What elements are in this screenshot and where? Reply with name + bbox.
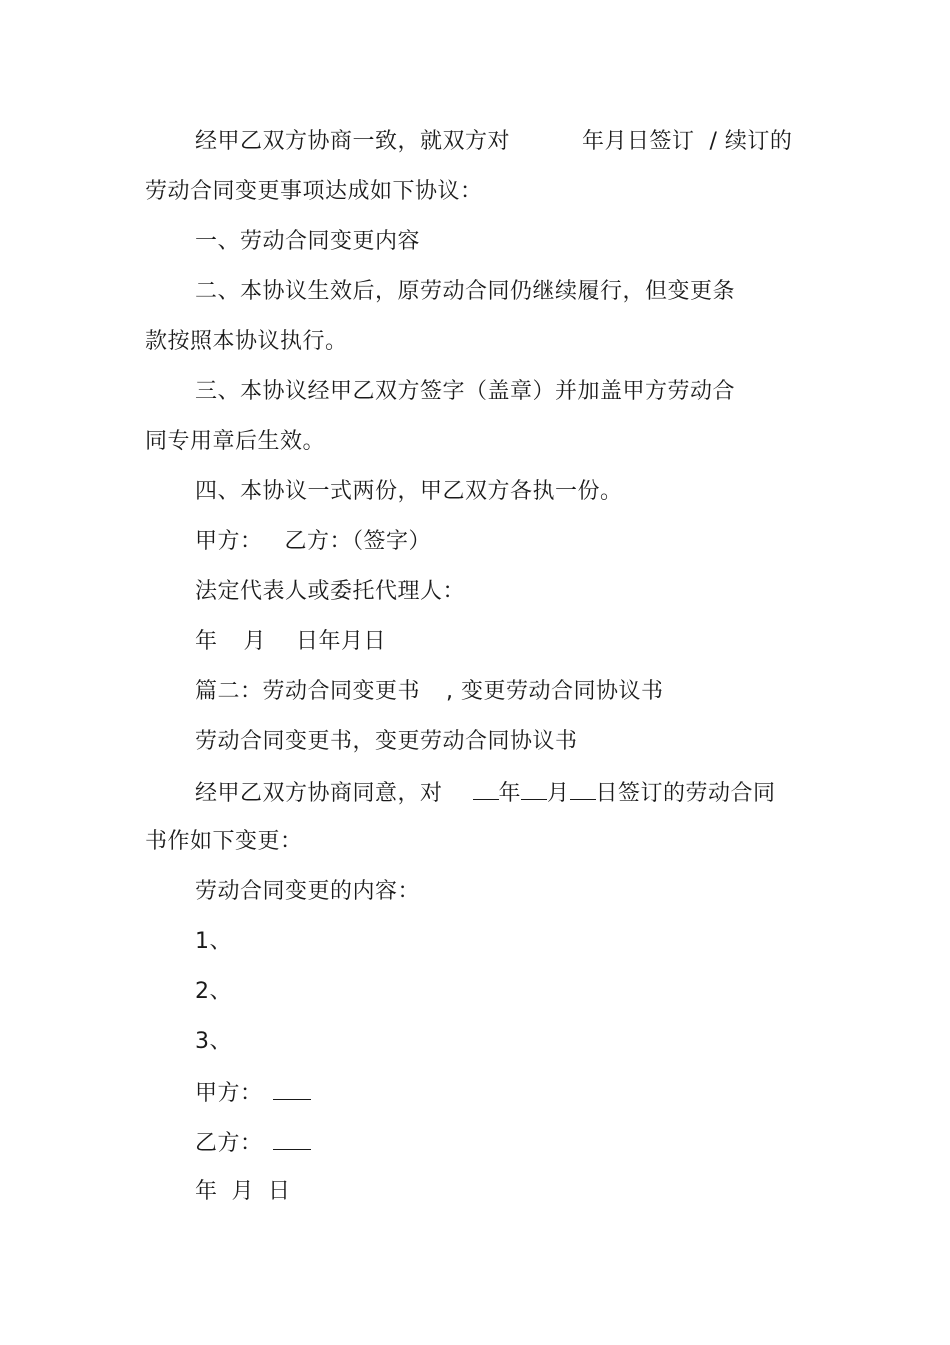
paragraph-2-text-a: 经甲乙双方协商同意，对 [195,781,443,806]
list-item-2: 2、 [195,979,232,1004]
date-line-2 [195,1177,291,1207]
party-a-sign-line [195,1077,311,1109]
date-line-1 [195,627,386,657]
list-item-3: 3、 [195,1029,232,1054]
list-item-1: 1、 [195,929,232,954]
party-a-label: 甲方： [195,529,263,554]
signature-line [195,527,431,557]
party-a-blank [273,1077,311,1100]
clause-1: 一、劳动合同变更内容 [195,229,421,254]
year-blank [473,777,499,800]
month-label: 月 [547,781,570,806]
clause-2-line-2: 款按照本协议执行。 [145,329,348,354]
section-2-heading-b: , 变更劳动合同协议书 [446,679,664,704]
section-2-heading-a: 篇二：劳动合同变更书 [195,679,421,704]
party-b-sign-line [195,1127,311,1159]
date2-month: 月 [231,1179,255,1204]
party-a-sign-label: 甲方： [195,1081,263,1106]
section-2-heading [195,677,664,707]
section-2-title: 劳动合同变更书，变更劳动合同协议书 [195,729,578,754]
paragraph-1-text-a: 经甲乙双方协商一致，就双方对 [195,129,511,154]
legal-representative-line: 法定代表人或委托代理人： [195,579,466,604]
date-month: 月 [243,629,267,654]
year-label: 年 [498,781,522,806]
paragraph-1-line-1 [195,127,792,157]
date-rest: 日年月日 [296,629,387,654]
date2-day: 日 [268,1179,291,1204]
party-b-blank [273,1127,311,1150]
clause-3-line-1: 三、本协议经甲乙双方签字（盖章）并加盖甲方劳动合 [195,379,736,404]
date-year: 年 [195,629,218,654]
date2-year: 年 [195,1179,218,1204]
party-b-label: 乙方：（签字） [284,529,432,554]
paragraph-1-text-b: 年月日签订 / 续订的 [582,129,793,154]
party-b-sign-label: 乙方： [195,1131,263,1156]
clause-2-line-1: 二、本协议生效后，原劳动合同仍继续履行，但变更条 [195,279,736,304]
paragraph-1-line-2: 劳动合同变更事项达成如下协议： [145,179,483,204]
clause-3-line-2: 同专用章后生效。 [145,429,326,454]
month-blank [521,777,547,800]
paragraph-2-text-d: 日签订的劳动合同 [595,781,776,806]
change-content-label: 劳动合同变更的内容： [195,879,421,904]
day-blank [570,777,596,800]
paragraph-2-line-1 [195,777,776,809]
clause-4: 四、本协议一式两份，甲乙双方各执一份。 [195,479,623,504]
paragraph-2-line-2: 书作如下变更： [145,829,303,854]
